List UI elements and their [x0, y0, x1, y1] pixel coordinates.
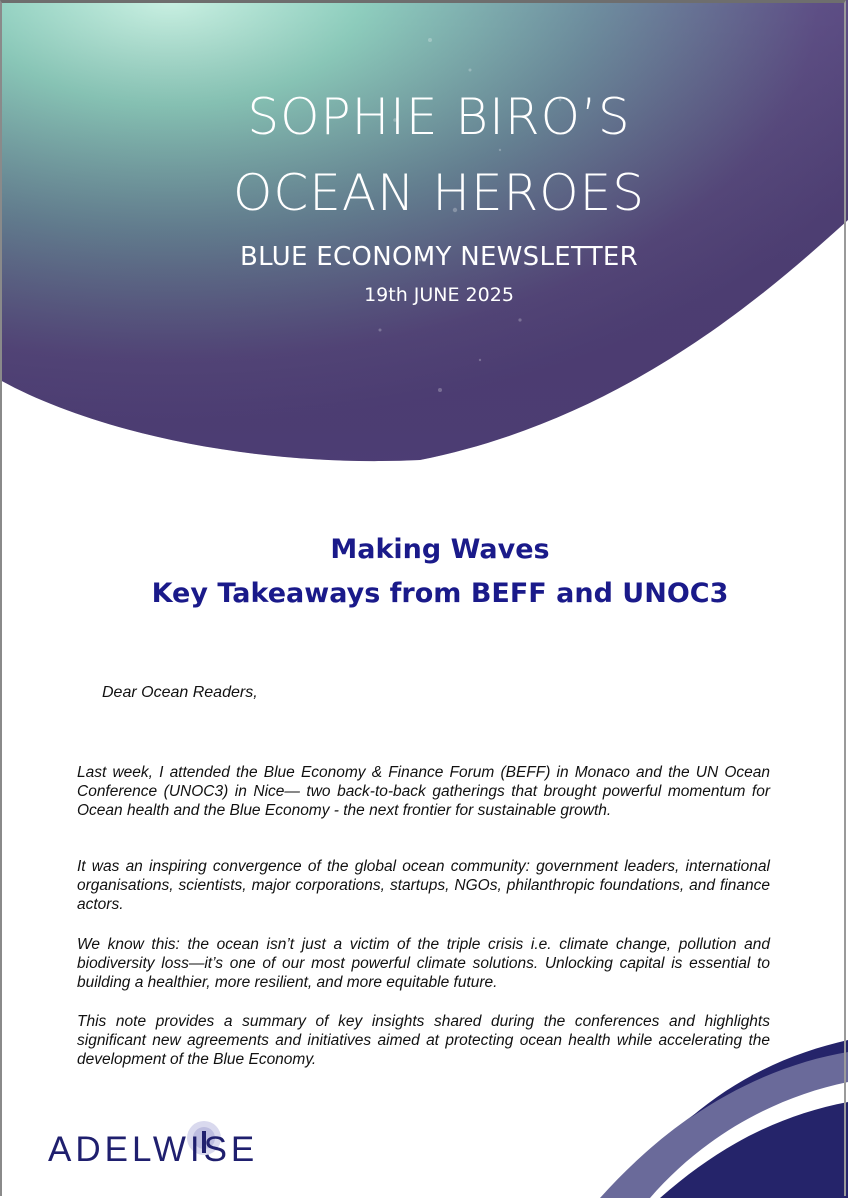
hero-background [0, 0, 848, 470]
body-paragraph: We know this: the ocean isn’t just a victim of the triple crisis i.e. climate change, pollution and biodiversity loss—it’s one of our most powerful climate solutions. Unlocking capital is essential to building a healthier, more resilient, and more equitable future. [77, 936, 770, 991]
newsletter-title-line1: SOPHIE BIRO’S [247, 88, 631, 146]
body-paragraph: This note provides a summary of key insights shared during the conferences and highlights significant new agreements and initiatives aimed at protecting ocean health while accelerating the development of the Blue Economy. [77, 1013, 770, 1068]
body-paragraph: Last week, I attended the Blue Economy & Finance Forum (BEFF) in Monaco and the UN Ocean Conference (UNOC3) in Nice— two back-to-back gatherings that brought powerful momentum for Ocean health and the Blue Economy - the next frontier for sustainable growth. [77, 764, 770, 819]
salutation: Dear Ocean Readers, [102, 684, 258, 701]
headline-line2: Key Takeaways from BEFF and UNOC3 [151, 578, 729, 609]
wave-swoosh-decoration [560, 1030, 848, 1198]
newsletter-subtitle: BLUE ECONOMY NEWSLETTER [240, 242, 638, 272]
headline-line1: Making Waves [330, 534, 550, 565]
adelwise-logo-text: ADELWISE [48, 1130, 259, 1169]
body-paragraph: It was an inspiring convergence of the global ocean community: government leaders, international organisations, scientists, major corporations, startups, NGOs, philanthropic foundations, and finance actors. [77, 858, 770, 913]
newsletter-date: 19th JUNE 2025 [364, 284, 514, 306]
newsletter-title-line2: OCEAN HEROES [233, 164, 645, 222]
hero-banner [0, 0, 848, 470]
